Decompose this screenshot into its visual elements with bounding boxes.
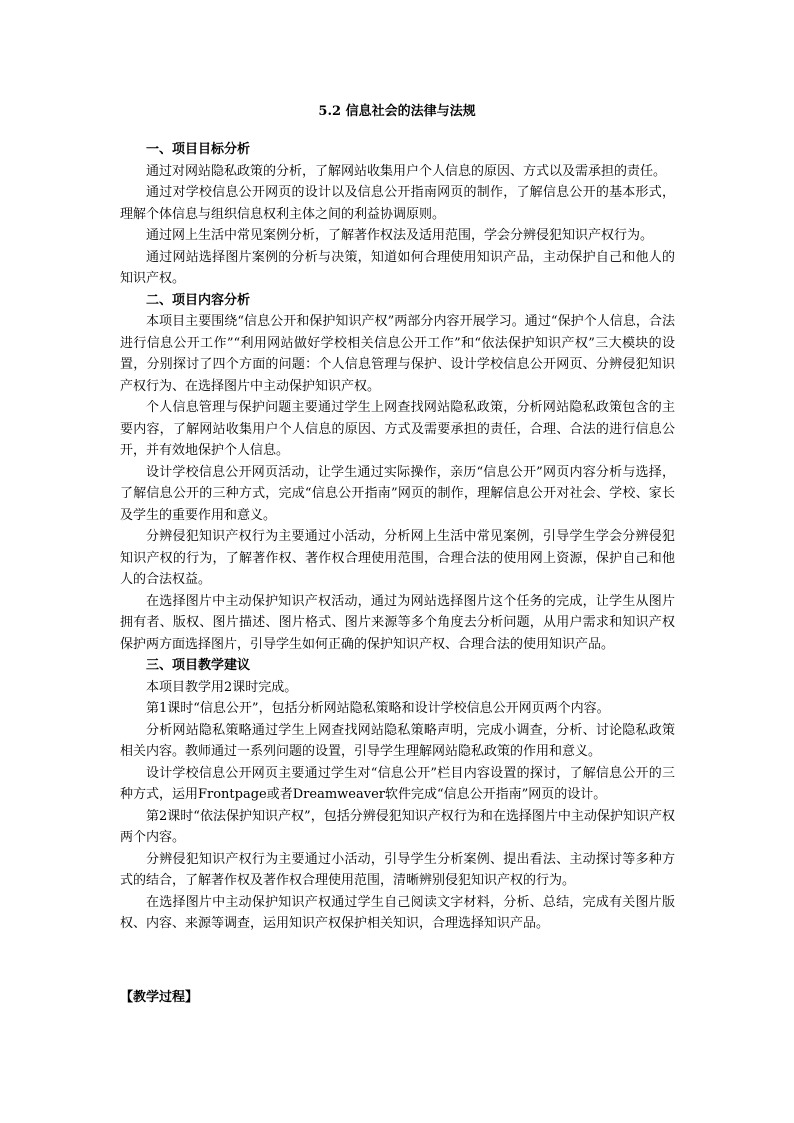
paragraph: 分辨侵犯知识产权行为主要通过小活动，分析网上生活中常见案例，引导学生学会分辨侵犯知识产权的行为，了解著作权、著作权合理使用范围，合理合法的使用网上资源，保护自己和他人的合法权益。 bbox=[120, 529, 675, 587]
paragraph: 在选择图片中主动保护知识产权活动，通过为网站选择图片这个任务的完成，让学生从图片拥有者、版权、图片描述、图片格式、图片来源等多个角度去分析问题，从用户需求和知识产权保护两方面选择图片，引导学生如何正确的保护知识产权、合理合法的使用知识产品。 bbox=[120, 593, 675, 652]
paragraph: 设计学校信息公开网页活动，让学生通过实际操作，亲历“信息公开”网页内容分析与选择，了解信息公开的三种方式，完成“信息公开指南”网页的制作，理解信息公开对社会、学校、家长及学生的重要作用和意义。 bbox=[120, 464, 675, 523]
paragraph: 分辨侵犯知识产权行为主要通过小活动，引导学生分析案例、提出看法、主动探讨等多种方式的结合，了解著作权及著作权合理使用范围，清晰辨别侵犯知识产权的行为。 bbox=[120, 851, 675, 888]
document-body bbox=[120, 139, 675, 935]
section-heading-goals: 一、项目目标分析 bbox=[146, 142, 251, 157]
paragraph: 通过网站选择图片案例的分析与决策，知道如何合理使用知识产品，主动保护自己和他人的知识产权。 bbox=[120, 249, 675, 286]
paragraph: 通过网上生活中常见案例分析，了解著作权法及适用范围，学会分辨侵犯知识产权行为。 bbox=[146, 228, 654, 243]
paragraph: 在选择图片中主动保护知识产权通过学生自己阅读文字材料，分析、总结，完成有关图片版权、内容、来源等调查，运用知识产权保护相关知识，合理选择知识产品。 bbox=[120, 894, 675, 931]
paragraph: 分析网站隐私策略通过学生上网查找网站隐私策略声明，完成小调查，分析、讨论隐私政策相关内容。教师通过一系列问题的设置，引导学生理解网站隐私政策的作用和意义。 bbox=[120, 722, 675, 759]
teaching-process-heading: 【教学过程】 bbox=[120, 990, 199, 1005]
paragraph: 设计学校信息公开网页主要通过学生对“信息公开”栏目内容设置的探讨，了解信息公开的三种方式，运用Frontpage或者Dreamweaver软件完成“信息公开指南”网页的设计。 bbox=[120, 765, 675, 802]
section-heading-content: 二、项目内容分析 bbox=[146, 292, 251, 308]
page-title: 5.2 信息社会的法律与法规 bbox=[318, 104, 476, 119]
paragraph: 本项目教学用2课时完成。 bbox=[146, 679, 298, 695]
paragraph: 个人信息管理与保护问题主要通过学生上网查找网站隐私政策，分析网站隐私政策包含的主要内容，了解网站收集用户个人信息的原因、方式及需要承担的责任，合理、合法的进行信息公开，并有效地保护个人信息。 bbox=[120, 400, 675, 458]
paragraph: 第2课时“依法保护知识产权”，包括分辨侵犯知识产权行为和在选择图片中主动保护知识产权两个内容。 bbox=[120, 808, 675, 845]
paragraph: 通过对网站隐私政策的分析，了解网站收集用户个人信息的原因、方式以及需承担的责任。 bbox=[146, 163, 667, 179]
paragraph: 本项目主要围绕“信息公开和保护知识产权”两部分内容开展学习。通过“保护个人信息，合法进行信息公开工作”“利用网站做好学校相关信息公开工作”和“依法保护知识产权”三大模块的设置，分别探讨了四个方面的问题：个人信息管理与保护、设计学校信息公开网页、分辨侵犯知识产权行为、在选择图片中主动保护知识产权。 bbox=[120, 314, 675, 394]
paragraph: 通过对学校信息公开网页的设计以及信息公开指南网页的制作，了解信息公开的基本形式，理解个体信息与组织信息权利主体之间的利益协调原则。 bbox=[120, 185, 675, 222]
section-heading-teaching: 三、项目教学建议 bbox=[146, 658, 251, 673]
paragraph: 第1课时“信息公开”，包括分析网站隐私策略和设计学校信息公开网页两个内容。 bbox=[146, 701, 610, 716]
